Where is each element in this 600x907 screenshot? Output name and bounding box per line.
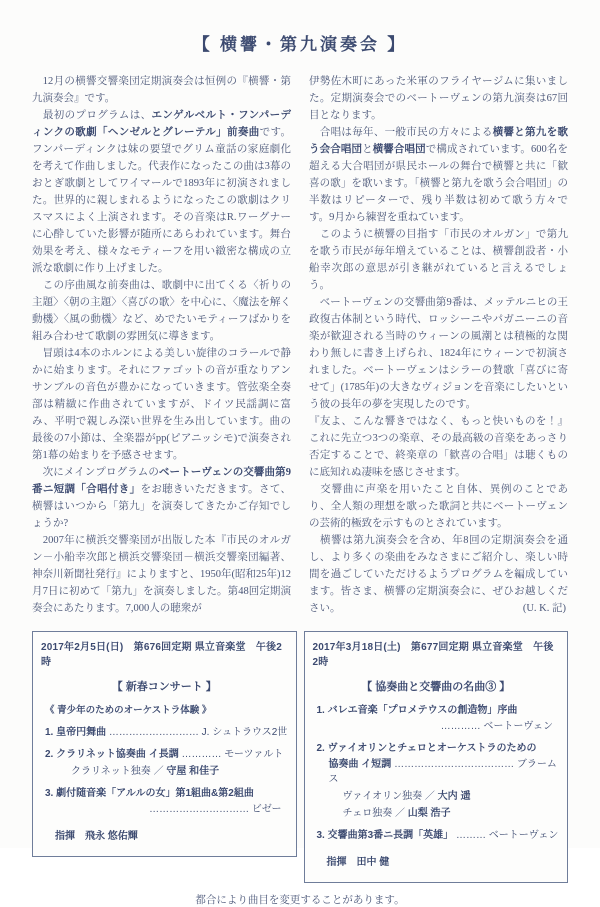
program-item: 協奏曲 イ短調 ……………………………… ブラームス bbox=[328, 759, 557, 785]
paragraph: ベートーヴェンの交響曲第9番は、メッテルニヒの王政復古体制という時代、ロッシーニやパガニーニの音楽が歓迎される当時のウィーンの風潮とは積極的な関わり無しに書き上げられ、1824年にウィーンで初演されました。ベートーヴェンはシラーの賛歌「喜びに寄せて」(1785年)の大きなヴィジョンを音楽にしたいという彼の長年の夢を実現したのです。 bbox=[309, 297, 568, 410]
footer-note: 都合により曲目を変更することがあります。 bbox=[195, 895, 405, 906]
program-soloist: チェロ独奏 ／ 山梨 浩子 bbox=[342, 808, 451, 819]
program-item: 2. クラリネット協奏曲 イ長調 ………… モーツァルト bbox=[45, 749, 284, 760]
program-soloist: ヴァイオリン独奏 ／ 大内 遥 bbox=[342, 791, 471, 802]
article-column-left bbox=[32, 73, 291, 617]
byline: (U. K. 記) bbox=[522, 603, 566, 614]
article bbox=[32, 73, 568, 617]
paragraph: 合唱は毎年、一般市民の方々による横響と第九を歌う会合唱団と横響合唱団で構成されています。600名を超える大合唱団が県民ホールの舞台で横響と共に「歓喜の歌」を歌います。「横響と第九を歌う会合唱団」の半数はリピーターで、残り半数は初めて歌う方々です。9月から練習を重ねています。 bbox=[309, 127, 569, 223]
program-item: 2. ヴァイオリンとチェロとオーケストラのための bbox=[316, 743, 537, 754]
program-item: 3. 交響曲第3番ニ長調「英雄」 ……… ベートーヴェン bbox=[316, 830, 559, 841]
paragraph: 最初のプログラムは、エンゲルベルト・フンパーディンクの歌劇「ヘンゼルとグレーテル」前奏曲です。フンパーディンクは妹の要望でグリム童話の家庭劇化を考えて作曲しました。代表作になったこの曲は3幕のおとぎ歌劇としてワイマールで1893年に初演されました。世界的に親しまれるようになったこの歌劇はクリスマスによく上演されます。その音楽はR.ワーグナーに心酔していた影響が随所にあらわれています。舞台効果を考え、様々なモティーフを用い緻密な構成の立派な歌劇に作り上げました。 bbox=[32, 110, 291, 274]
paragraph: 次にメインプログラムのベートーヴェンの交響曲第9番ニ短調「合唱付き」をお聴きいただきます。さて、横響はいつから「第九」を演奏してきたかご存知でしょうか? bbox=[32, 467, 291, 529]
paragraph: 横響は第九演奏会を含め、年8回の定期演奏会を通し、より多くの楽曲をみなさまにご紹介し、楽しい時間を過ごしていただけるようプログラムを編成しています。皆さま、横響の定期演奏会に、ぜひお越しください。 bbox=[309, 535, 568, 614]
program-soloist: クラリネット独奏 ／ 守屋 和佳子 bbox=[71, 766, 220, 777]
paragraph: この序曲風な前奏曲は、歌劇中に出てくる〈祈りの主題〉〈朝の主題〉〈喜びの歌〉を中心に、〈魔法を解く動機〉〈風の動機〉など、めでたいモティーフばかりを組み合わせて歌劇の雰囲気に導きます。 bbox=[32, 280, 291, 342]
paragraph: このように横響の目指す「市民のオルガン」で第九を歌う市民が毎年増えていることは、横響創設者・小船幸次郎の意思が引き継がれていると言えるでしょう。 bbox=[309, 229, 568, 291]
program-subtitle: 《 青少年のためのオーケストラ体験 》 bbox=[45, 705, 212, 716]
paragraph: 冒頭は4本のホルンによる美しい旋律のコラールで静かに始まります。それにファゴットの音が重なりアンサンブルの音色が豊かになっていきます。管弦楽全奏部は精緻に作曲されていますが、ドイツ民謡調に富み、平明で親しみ深い世界を生み出しています。曲の最後の7小節は、全楽器がpp(ピアニッシモ)で演奏され第1幕の始まりを予感させます。 bbox=[32, 348, 291, 461]
page-title: 【 横響・第九演奏会 】 bbox=[192, 35, 408, 54]
program-header: 2017年3月18日(土) 第677回定期 県立音楽堂 午後2時 bbox=[312, 642, 554, 668]
program-box-676 bbox=[32, 631, 297, 857]
paragraph: 交響曲に声楽を用いたこと自体、異例のことであり、全人類の理想を歌った歌詞と共にベートーヴェンの芸術的極致を示すものとされています。 bbox=[309, 484, 568, 529]
program-composer: ………… ベートーヴェン bbox=[440, 721, 553, 732]
program-item: 1. バレエ音楽「プロメテウスの創造物」序曲 bbox=[316, 705, 518, 716]
conductor: 指揮 田中 健 bbox=[326, 857, 390, 868]
program-boxes bbox=[32, 631, 568, 883]
paragraph: 『友よ、こんな響きではなく、もっと快いものを！』これに先立つ3つの楽章、その最高級の音楽をあっさり否定することで、終楽章の「歓喜の合唱」は聴くものに底知れぬ凄味を感じさせます。 bbox=[309, 416, 568, 478]
program-item: 1. 皇帝円舞曲 ……………………… J. シュトラウス2世 bbox=[45, 727, 288, 738]
article-column-right bbox=[309, 73, 568, 617]
program-item: 3. 劇付随音楽「アルルの女」第1組曲&第2組曲 bbox=[45, 788, 254, 799]
program-title: 【 協奏曲と交響曲の名曲③ 】 bbox=[361, 681, 511, 693]
program-composer: ………………………… ビゼー bbox=[149, 804, 282, 815]
paragraph: 12月の横響交響楽団定期演奏会は恒例の『横響・第九演奏会』です。 bbox=[32, 76, 291, 104]
conductor: 指揮 飛永 悠佑輝 bbox=[55, 831, 138, 842]
program-title: 【 新春コンサート 】 bbox=[111, 681, 217, 693]
paragraph: 2007年に横浜交響楽団が出版した本『市民のオルガン－小船幸次郎と横浜交響楽団－横浜交響楽団編著、神奈川新聞社発行』によりますと、1950年(昭和25年)12月7日に初めて「第九」を演奏しました。第48回定期演奏会にあたります。7,000人の聴衆が bbox=[32, 535, 291, 614]
program-header: 2017年2月5日(日) 第676回定期 県立音楽堂 午後2時 bbox=[41, 642, 283, 668]
program-box-677 bbox=[304, 631, 569, 883]
paragraph: 伊勢佐木町にあった米軍のフライヤージムに集いました。定期演奏会でのベートーヴェンの第九演奏は67回目となります。 bbox=[309, 76, 568, 121]
